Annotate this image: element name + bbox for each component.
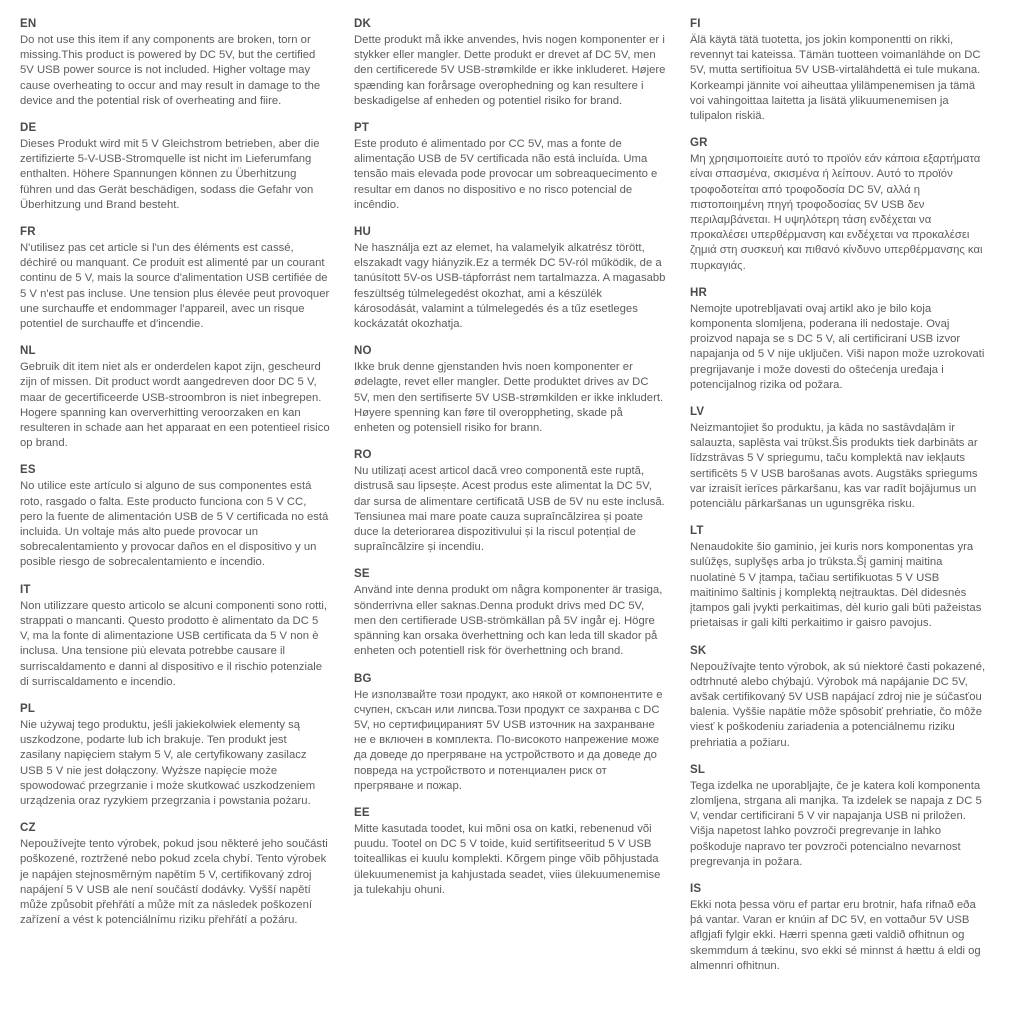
language-text: Este produto é alimentado por CC 5V, mas a fonte de alimentação USB de 5V certificada não está incluída. Uma tensão mais elevada pode provocar um sobreaquecimento e resultar em danos no dispositivo e no risco potencial de incêndio. xyxy=(354,138,658,211)
language-code: HU xyxy=(354,226,372,239)
language-code: NL xyxy=(20,345,36,358)
language-section-es xyxy=(20,464,330,570)
language-section-lt xyxy=(690,525,990,631)
language-code: IS xyxy=(690,882,702,895)
language-section-pl xyxy=(20,703,330,809)
language-code: EE xyxy=(354,806,370,819)
language-code: NO xyxy=(354,345,372,358)
language-section-nl xyxy=(20,345,330,451)
language-section-sk xyxy=(690,645,990,751)
language-section-lv xyxy=(690,406,990,512)
language-code: SK xyxy=(690,644,707,657)
language-text: Dieses Produkt wird mit 5 V Gleichstrom betrieben, aber die zertifizierte 5-V-USB-Stromquelle ist nicht im Lieferumfang enthalten. Höhere Spannungen können zu Überhitzung führen und das Gerät beschädigen, sodass die Gefahr von Überhitzung und Brand besteht. xyxy=(20,138,320,211)
language-code: PL xyxy=(20,702,36,715)
language-text: Do not use this item if any components are broken, torn or missing.This product is powered by DC 5V, but the certified 5V USB power source is not included. Higher voltage may cause overheating to occur and may result in damage to the device and the potential risk of overheating and fiire. xyxy=(20,34,321,107)
language-code: FR xyxy=(20,226,36,239)
language-code: GR xyxy=(690,137,708,150)
language-code: PT xyxy=(354,122,370,135)
language-section-hr xyxy=(690,287,990,393)
language-section-hu xyxy=(354,226,666,332)
language-section-cz xyxy=(20,822,330,928)
column-1 xyxy=(20,18,330,987)
language-code: SL xyxy=(690,763,706,776)
language-text: Nie używaj tego produktu, jeśli jakiekolwiek elementy są uszkodzone, podarte lub ich brakuje. Ten produkt jest zasilany napięciem stałym 5 V, ale certyfikowany zasilacz USB 5 V nie jest dołączony. Wyższe napięcie może spowodować przegrzanie i może skutkować uszkodzeniem urządzenia oraz ryzykiem przegrzania i powstania pożaru. xyxy=(20,718,316,807)
language-text: Älä käytä tätä tuotetta, jos jokin komponentti on rikki, revennyt tai kateissa. Tämän tuotteen voimanlähde on DC 5V, mutta sertifioitua 5V USB-virtalähdettä ei tule mukana. Korkeampi jännite voi aiheuttaa ylilämpenemisen ja tämä voi vahingoittaa laitetta ja lisätä ylikuumenemisen ja tulipalon riskiä. xyxy=(690,34,981,123)
language-code: SE xyxy=(354,568,370,581)
language-section-de xyxy=(20,122,330,213)
language-text: Ekki nota þessa vöru ef partar eru brotnir, hafa rifnað eða þá vantar. Varan er knúin af DC 5V, en vottaður 5V USB aflgjafi fylgir ekki. Hærri spenna gæti valdið ofhitnun og skemmdum á tækinu, svo ekki sé minnst á hættu á eldi og almennri ofhitnun. xyxy=(690,898,981,972)
language-text: Använd inte denna produkt om några komponenter är trasiga, sönderrivna eller saknas.Denna produkt drivs med DC 5V, men den certifierade USB-strömkällan på 5V ingår ej. Högre spänning kan orsaka överhettning och kan leda till skador på enheten och potentiell risk för överhettning och brand. xyxy=(354,584,663,658)
language-section-ee xyxy=(354,807,666,898)
language-section-fi xyxy=(690,18,990,124)
language-code: DE xyxy=(20,122,37,135)
language-code: EN xyxy=(20,18,37,30)
language-text: Nenaudokite šio gaminio, jei kuris nors komponentas yra sulūžęs, suplyšęs arba jo trūksta.Šį gaminį maitina nuolatinė 5 V įtampa, tačiau sertifikuotas 5 V USB maitinimo šaltinis į komplektą neįtrauktas. Dėl didesnės įtampos gali įvykti perkaitimas, dėl kurio gali būti pažeistas prietaisas ir gali kilti perkaitimo ir gaisro pavojus. xyxy=(690,541,982,630)
language-section-fr xyxy=(20,226,330,332)
language-section-no xyxy=(354,345,666,436)
language-section-sl xyxy=(690,764,990,870)
language-section-dk xyxy=(354,18,666,109)
language-code: ES xyxy=(20,464,36,477)
language-text: Gebruik dit item niet als er onderdelen kapot zijn, gescheurd zijn of missen. Dit product wordt aangedreven door DC 5 V, maar de gecertificeerde USB-stroombron is niet inbegrepen. Hogere spanning kan oververhitting veroorzaken en kan resulteren in schade aan het apparaat en een potentieel risico op brand. xyxy=(20,361,330,450)
language-text: Neizmantojiet šo produktu, ja kāda no sastāvdaļām ir salauzta, saplēsta vai trūkst.Šis produkts tiek darbināts ar līdzstrāvas 5 V spriegumu, taču komplektā nav iekļauts sertificēts 5 V USB barošanas avots. Augstāks spriegums var izraisīt ierīces pārkaršanu, kas var radīt bojājumus un potenciālu pārkaršanas un ugunsgrēka risku. xyxy=(690,422,978,511)
language-code: LT xyxy=(690,525,704,538)
language-text: Nepoužívejte tento výrobek, pokud jsou některé jeho součásti poškozené, roztržené nebo pokud zcela chybí. Tento výrobek je napájen stejnosměrným napětím 5 V, certifikovaný zdroj napájení 5 V USB ale není součástí dodávky. Vyšší napětí může způsobit přehřátí a může mít za následek poškození zařízení a vést k potenciálnímu riziku přehřátí a požáru. xyxy=(20,838,328,927)
language-code: RO xyxy=(354,449,372,462)
language-text: Ikke bruk denne gjenstanden hvis noen komponenter er ødelagte, revet eller mangler. Dette produktet drives av DC 5V, men den sertifiserte 5V USB-strømkilden er ikke inkludert. Høyere spenning kan føre til overoppheting, skade på enheten og potensiell risiko for brann. xyxy=(354,361,664,435)
language-text: Nemojte upotrebljavati ovaj artikl ako je bilo koja komponenta slomljena, poderana ili nedostaje. Ovaj proizvod napaja se s DC 5 V, ali certificirani USB izvor napajanja od 5 V nije uključen. Viši napon može uzrokovati pregrijavanje i može dovesti do oštećenja uređaja i potencijalnog rizika od požara. xyxy=(690,302,985,391)
column-3 xyxy=(690,18,990,987)
language-text: Μη χρησιμοποιείτε αυτό το προϊόν εάν κάποια εξαρτήματα είναι σπασμένα, σκισμένα ή λείπουν. Αυτό το προϊόν τροφοδοτείται από τροφοδοσία DC 5V, αλλά η πιστοποιημένη πηγή τροφοδοσίας 5V USB δεν περιλαμβάνεται. Η υψηλότερη τάση ενδέχεται να προκαλέσει υπερθέρμανση και ενδέχεται να προκαλέσει ζημιά στη συσκευή και πιθανό κίνδυνο υπερθέρμανσης και πυρκαγιάς. xyxy=(690,153,983,272)
columns-container xyxy=(20,18,1004,987)
language-text: Не използвайте този продукт, ако някой от компонентите е счупен, скъсан или липсва.Този продукт се захранва с DC 5V, но сертифицираният 5V USB източник на захранване не е включен в комплекта. По-високото напрежение може да доведе до прегряване на устройството и да доведе до повреда на устройството и потенциален риск от прегряване и пожар. xyxy=(354,688,663,792)
language-text: Mitte kasutada toodet, kui mõni osa on katki, rebenenud või puudu. Tootel on DC 5 V toide, kuid sertifitseeritud 5 V USB toiteallikas ei kuulu komplekti. Kõrgem pinge võib põhjustada ülekuumenemist ja kahjustada seadet, viies ülekuumenemise ja tulekahju ohuni. xyxy=(354,822,661,896)
language-text: Ne használja ezt az elemet, ha valamelyik alkatrész törött, elszakadt vagy hiányzik.Ez a termék DC 5V-ról működik, de a tanúsított 5V-os USB-tápforrást nem tartalmazza. A magasabb feszültség túlmelegedést okozhat, ami a készülék károsodását, valamint a túlmelegedés és a tűz esetleges kockázatát okozhatja. xyxy=(354,242,666,331)
language-text: Nu utilizați acest articol dacă vreo componentă este ruptă, distrusă sau lipsește. Acest produs este alimentat la DC 5V, dar sursa de alimentare certificată USB de 5V nu este inclusă. Tensiunea mai mare poate cauza supraîncălzirea și poate duce la deteriorarea dispozitivului și la riscul potențial de supraîncălzire și incendiu. xyxy=(354,465,665,554)
language-section-se xyxy=(354,568,666,659)
language-section-is xyxy=(690,883,990,974)
language-text: Tega izdelka ne uporabljajte, če je katera koli komponenta zlomljena, strgana ali manjka. Ta izdelek se napaja z DC 5 V, vendar certificirani 5 V vir napajanja USB ni priložen. Višja napetost lahko povzroči pregrevanje in lahko poškoduje napravo ter povzroči potencialno nevarnost pregrevanja in požara. xyxy=(690,779,982,868)
language-text: Dette produkt må ikke anvendes, hvis nogen komponenter er i stykker eller mangler. Dette produkt er drevet af DC 5V, men den certificerede 5V USB-strømkilde er ikke inkluderet. Højere spænding kan forårsage overophedning og kan resultere i beskadigelse af enheden og potentiel risiko for brand. xyxy=(354,34,666,107)
language-code: HR xyxy=(690,286,708,299)
language-code: IT xyxy=(20,583,31,596)
column-2 xyxy=(354,18,666,987)
language-text: No utilice este artículo si alguno de sus componentes está roto, rasgado o falta. Este producto funciona con 5 V CC, pero la fuente de alimentación USB de 5 V certificada no está incluida. Un voltaje más alto puede provocar un sobrecalentamiento y provocar daños en el dispositivo y un posible riesgo de sobrecalentamiento e incendio. xyxy=(20,480,329,569)
language-text: Non utilizzare questo articolo se alcuni componenti sono rotti, strappati o mancanti. Questo prodotto è alimentato da DC 5 V, ma la fonte di alimentazione USB certificata da 5 V non è inclusa. Una tensione più elevata potrebbe causare il surriscaldamento e danni al dispositivo e il rischio potenziale di surriscaldamento e incendio. xyxy=(20,599,328,688)
language-section-gr xyxy=(690,137,990,274)
language-text: Nepoužívajte tento výrobok, ak sú niektoré časti pokazené, odtrhnuté alebo chýbajú. Výrobok má napájanie DC 5V, avšak certifikovaný 5V USB napájací zdroj nie je súčasťou balenia. Vyššie napätie môže spôsobiť prehriatie, čo môže viesť k poškodeniu zariadenia a potenciálnemu riziku prehriatia a požiaru. xyxy=(690,660,986,749)
language-section-ro xyxy=(354,449,666,555)
language-section-pt xyxy=(354,122,666,213)
language-section-en xyxy=(20,18,330,109)
language-section-it xyxy=(20,584,330,690)
language-section-bg xyxy=(354,673,666,794)
language-text: N'utilisez pas cet article si l'un des éléments est cassé, déchiré ou manquant. Ce produit est alimenté par un courant continu de 5 V, mais la source d'alimentation USB certifiée de 5 V n'est pas incluse. Une tension plus élevée peut provoquer une surchauffe et endommager l'appareil, avec un risque potentiel de surchauffe et d'incendie. xyxy=(20,242,330,331)
language-code: FI xyxy=(690,18,701,30)
language-code: CZ xyxy=(20,822,36,835)
language-code: DK xyxy=(354,18,372,30)
language-code: BG xyxy=(354,672,372,685)
language-code: LV xyxy=(690,406,705,419)
